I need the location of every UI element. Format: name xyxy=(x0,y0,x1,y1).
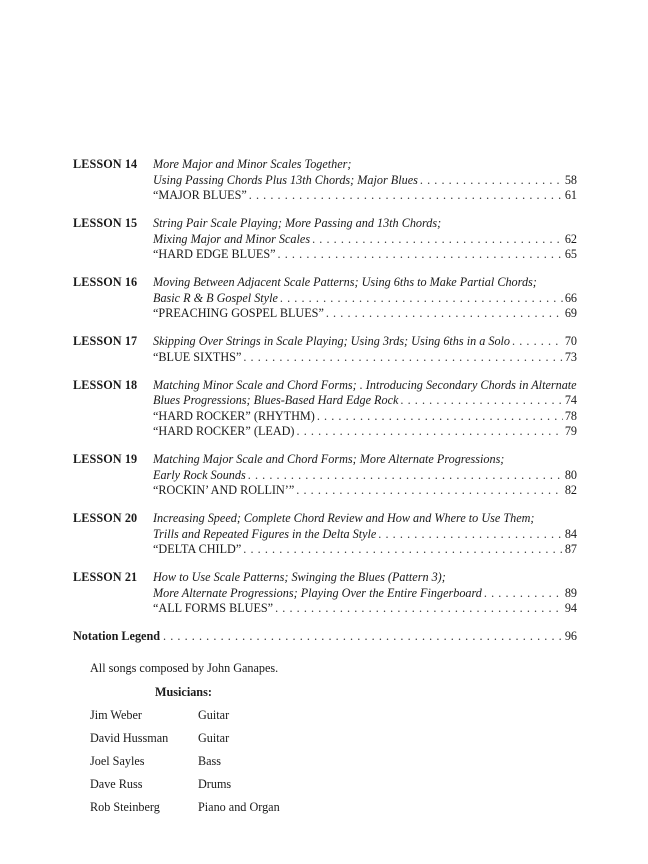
song-entry[interactable] xyxy=(153,409,577,425)
entry-title: Mixing Major and Minor Scales xyxy=(153,231,311,246)
toc-lesson xyxy=(73,334,577,365)
dot-leader xyxy=(275,601,563,617)
lesson-topic-entry[interactable] xyxy=(153,334,577,350)
entry-title: Trills and Repeated Figures in the Delta Style xyxy=(153,526,377,541)
page-number: 62 xyxy=(564,231,577,246)
musician-name: Dave Russ xyxy=(90,777,143,791)
entry-title: “HARD ROCKER” (RHYTHM) xyxy=(153,408,315,423)
page-number: 66 xyxy=(564,290,577,305)
entry-title: “HARD EDGE BLUES” xyxy=(153,247,276,261)
page-number: 87 xyxy=(564,542,577,556)
toc-lesson xyxy=(73,570,577,617)
page-number: 74 xyxy=(564,393,577,407)
lesson-label: LESSON 21 xyxy=(73,570,138,584)
dot-leader xyxy=(317,409,563,425)
musicians-list xyxy=(90,708,280,815)
entry-title: Matching Major Scale and Chord Forms; More Alternate Progressions; xyxy=(153,452,505,466)
musician-row xyxy=(90,800,280,815)
song-entry[interactable] xyxy=(153,306,577,322)
entry-title: Using Passing Chords Plus 13th Chords; Major Blues xyxy=(153,172,418,187)
dot-leader xyxy=(243,542,563,558)
toc-lesson xyxy=(73,378,577,440)
song-entry[interactable] xyxy=(153,424,577,440)
entry-title: “ROCKIN’ AND ROLLIN’” xyxy=(153,483,295,497)
musician-role: Guitar xyxy=(198,731,230,745)
musician-name: David Hussman xyxy=(90,731,169,745)
dot-leader xyxy=(512,334,563,350)
dot-leader xyxy=(296,483,563,499)
entry-title: String Pair Scale Playing; More Passing and 13th Chords; xyxy=(153,216,442,230)
lesson-label: LESSON 18 xyxy=(73,377,138,392)
lesson-label: LESSON 17 xyxy=(73,334,138,348)
dot-leader xyxy=(326,306,563,322)
entry-title: Early Rock Sounds xyxy=(153,467,246,482)
entry-title: Increasing Speed; Complete Chord Review and How and Where to Use Them; xyxy=(153,511,535,525)
toc-lesson xyxy=(73,275,577,322)
musician-name: Joel Sayles xyxy=(90,754,145,768)
entry-title: More Major and Minor Scales Together; xyxy=(153,157,352,171)
dot-leader xyxy=(378,527,563,543)
lesson-entries xyxy=(153,157,577,204)
entry-title: Basic R & B Gospel Style xyxy=(153,290,278,305)
lesson-entries xyxy=(153,378,577,440)
musician-row xyxy=(90,777,280,792)
entry-title: “ALL FORMS BLUES” xyxy=(153,601,274,615)
lesson-topic-entry[interactable] xyxy=(153,527,577,543)
toc-lesson xyxy=(73,216,577,263)
toc-lesson xyxy=(73,157,577,204)
page-number: 69 xyxy=(564,306,577,320)
entry-title: Moving Between Adjacent Scale Patterns; Using 6ths to Make Partial Chords; xyxy=(153,275,537,289)
page-number: 79 xyxy=(564,424,577,438)
lesson-label: LESSON 19 xyxy=(73,452,138,466)
entry-title: “MAJOR BLUES” xyxy=(153,188,247,202)
musician-row xyxy=(90,731,280,746)
lesson-label: LESSON 14 xyxy=(73,157,138,171)
page-number: 82 xyxy=(564,483,577,497)
song-entry[interactable] xyxy=(153,247,577,263)
entry-title: More Alternate Progressions; Playing Over the Entire Fingerboard xyxy=(153,585,482,600)
notation-legend-entry[interactable] xyxy=(73,629,577,645)
lesson-topic-entry[interactable] xyxy=(153,570,577,586)
song-entry[interactable] xyxy=(153,483,577,499)
composer-credit: All songs composed by John Ganapes. xyxy=(90,661,279,675)
lesson-topic-entry[interactable] xyxy=(153,393,577,409)
lesson-entries xyxy=(153,452,577,499)
musician-role: Bass xyxy=(198,754,222,768)
dot-leader xyxy=(484,586,563,602)
dot-leader xyxy=(280,291,563,307)
lesson-entries xyxy=(153,334,577,365)
lesson-topic-entry[interactable] xyxy=(153,452,577,468)
entry-title: Notation Legend xyxy=(73,629,161,643)
page-number: 96 xyxy=(564,629,577,643)
lesson-entries xyxy=(153,275,577,322)
lesson-topic-entry[interactable] xyxy=(153,511,577,527)
dot-leader xyxy=(163,629,562,645)
credits-section xyxy=(90,661,280,815)
lesson-entries xyxy=(153,570,577,617)
dot-leader xyxy=(248,468,563,484)
lesson-entries xyxy=(153,216,577,263)
lesson-topic-entry[interactable] xyxy=(153,157,577,173)
entry-title: “PREACHING GOSPEL BLUES” xyxy=(153,306,324,320)
lesson-label: LESSON 15 xyxy=(73,216,138,230)
page-number: 80 xyxy=(564,467,577,482)
dot-leader xyxy=(249,188,563,204)
page-number: 94 xyxy=(564,601,577,615)
entry-title: “BLUE SIXTHS” xyxy=(153,349,242,364)
musician-row xyxy=(90,754,280,769)
entry-title: How to Use Scale Patterns; Swinging the Blues (Pattern 3); xyxy=(153,570,446,584)
entry-title: Matching Minor Scale and Chord Forms; . Introducing Secondary Chords in Alternate xyxy=(153,377,577,392)
page-number: 73 xyxy=(564,349,577,364)
lesson-topic-entry[interactable] xyxy=(153,173,577,189)
entry-title: Skipping Over Strings in Scale Playing; Using 3rds; Using 6ths in a Solo xyxy=(153,334,511,348)
lesson-label: LESSON 16 xyxy=(73,275,138,289)
lesson-label: LESSON 20 xyxy=(73,511,138,525)
page-number: 84 xyxy=(564,526,577,541)
dot-leader xyxy=(420,173,563,189)
toc-lesson xyxy=(73,511,577,558)
musician-role: Drums xyxy=(198,777,232,791)
musician-role: Piano and Organ xyxy=(198,800,280,814)
page-number: 89 xyxy=(564,585,577,600)
song-entry[interactable] xyxy=(153,542,577,558)
lesson-topic-entry[interactable] xyxy=(153,216,577,232)
musician-role: Guitar xyxy=(198,708,230,722)
lesson-topic-entry[interactable] xyxy=(153,378,577,394)
dot-leader xyxy=(312,232,563,248)
lesson-entries xyxy=(153,511,577,558)
song-entry[interactable] xyxy=(153,350,577,366)
page-number: 70 xyxy=(564,334,577,348)
lesson-topic-entry[interactable] xyxy=(153,291,577,307)
dot-leader xyxy=(278,247,563,263)
toc-lesson xyxy=(73,452,577,499)
lesson-topic-entry[interactable] xyxy=(153,232,577,248)
table-of-contents xyxy=(73,157,577,645)
page-number: 65 xyxy=(564,247,577,261)
lesson-topic-entry[interactable] xyxy=(153,586,577,602)
entry-title: Blues Progressions; Blues-Based Hard Edge Rock xyxy=(153,393,399,407)
musician-name: Rob Steinberg xyxy=(90,800,160,814)
dot-leader xyxy=(297,424,563,440)
page-number: 78 xyxy=(564,408,577,423)
entry-title: “DELTA CHILD” xyxy=(153,542,242,556)
lesson-topic-entry[interactable] xyxy=(153,275,577,291)
entry-title: “HARD ROCKER” (LEAD) xyxy=(153,424,295,438)
dot-leader xyxy=(400,393,562,409)
page-number: 58 xyxy=(564,172,577,187)
musician-name: Jim Weber xyxy=(90,708,142,722)
dot-leader xyxy=(243,350,562,366)
page-number: 61 xyxy=(564,188,577,202)
lesson-topic-entry[interactable] xyxy=(153,468,577,484)
song-entry[interactable] xyxy=(153,188,577,204)
musician-row xyxy=(90,708,280,723)
song-entry[interactable] xyxy=(153,601,577,617)
musicians-heading: Musicians: xyxy=(155,685,212,699)
